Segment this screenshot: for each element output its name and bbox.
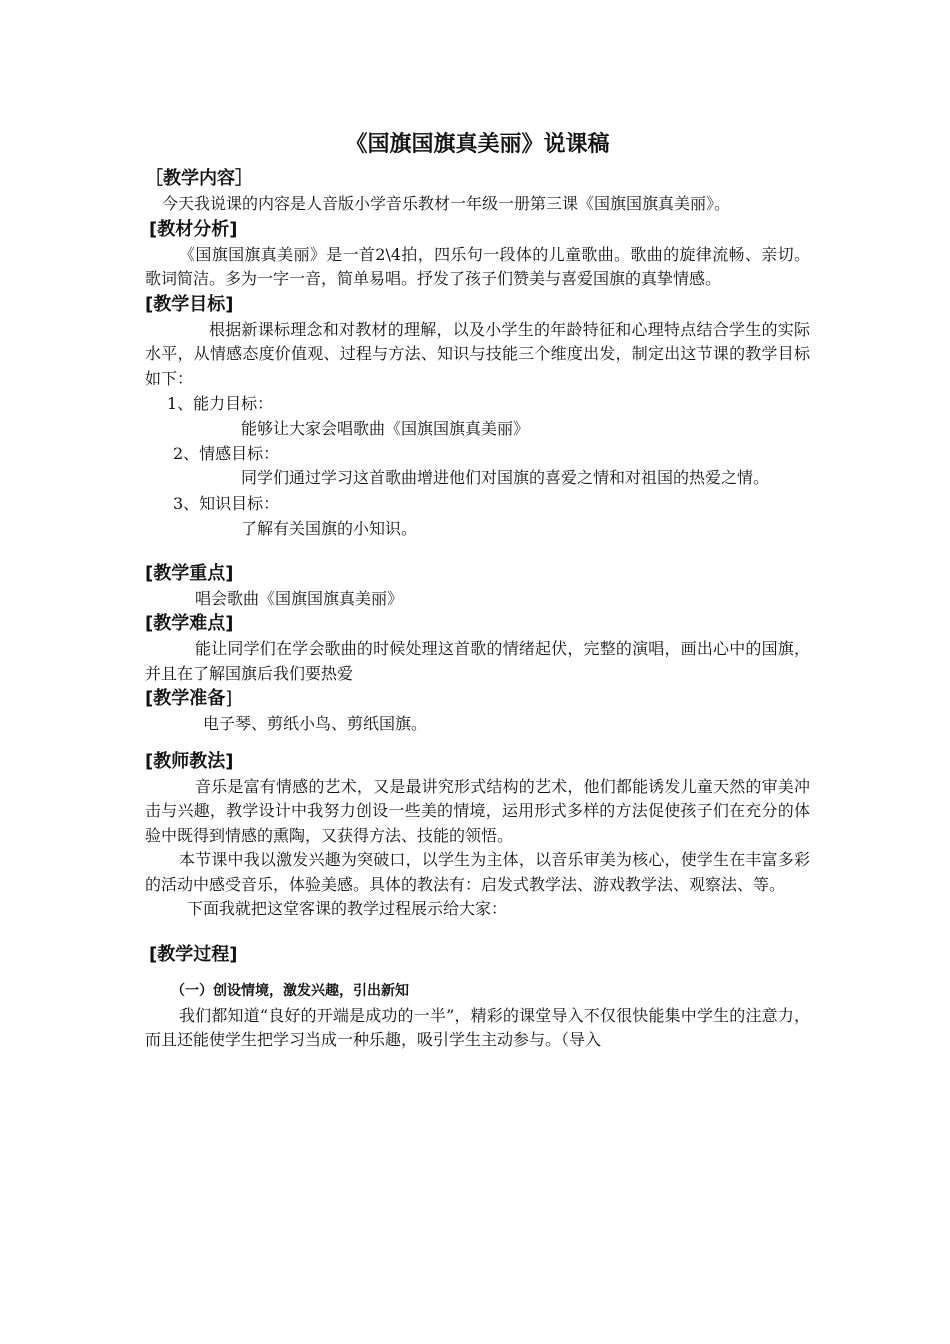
goal-label-emotion: 2、情感目标： xyxy=(173,444,280,463)
heading-material-analysis: [教材分析] xyxy=(149,218,238,240)
heading-preparation-text: [教学准备 xyxy=(145,688,226,709)
heading-difficulty: [教学难点] xyxy=(145,613,234,634)
paragraph-method-2: 本节课中我以激发兴趣为突破口，以学生为主体，以音乐审美为核心，使学生在丰富多彩的活动中感受音乐，体验美感。具体的教法有：启发式教学法、游戏教学法、观察法、等。 xyxy=(145,850,810,894)
heading-teaching-process: [教学过程] xyxy=(149,943,238,965)
paragraph-process-step-1: 我们都知道“良好的开端是成功的一半”，精彩的课堂导入不仅很快能集中学生的注意力，而且还能使学生把学习当成一种乐趣，吸引学生主动参与。（导入 xyxy=(145,1005,810,1049)
goal-text-knowledge: 了解有关国旗的小知识。 xyxy=(241,518,418,538)
heading-key-point: [教学重点] xyxy=(145,562,234,584)
paragraph-teaching-content: 今天我说课的内容是人音版小学音乐教材一年级一册第三课《国旗国旗真美丽》。 xyxy=(162,194,731,213)
heading-teaching-method: [教师教法] xyxy=(145,750,234,772)
paragraph-key-point: 唱会歌曲《国旗国旗真美丽》 xyxy=(195,588,404,608)
paragraph-material-analysis: 《国旗国旗真美丽》是一首2\4拍，四乐句一段体的儿童歌曲。歌曲的旋律流畅、亲切。歌词简洁。多为一字一音，简单易唱。抒发了孩子们赞美与喜爱国旗的真挚情感。 xyxy=(145,244,810,288)
heading-preparation xyxy=(145,686,810,712)
goal-label-knowledge: 3、知识目标： xyxy=(173,493,280,513)
heading-teaching-goals: [教学目标] xyxy=(145,293,234,315)
paragraph-goals-intro: 根据新课标理念和对教材的理解，以及小学生的年龄特征和心理特点结合学生的实际水平，从情感态度价值观、过程与方法、知识与技能三个维度出发，制定出这节课的教学目标如下： xyxy=(145,319,810,388)
goal-text-ability: 能够让大家会唱歌曲《国旗国旗真美丽》 xyxy=(241,419,530,438)
paragraph-method-1: 音乐是富有情感的艺术，又是最讲究形式结构的艺术，他们都能诱发儿童天然的审美冲击与兴趣，教学设计中我努力创设一些美的情境，运用形式多样的方法促使孩子们在充分的体验中既得到情感的熏陶，又获得方法、技能的领悟。 xyxy=(145,776,810,845)
goal-label-ability: 1、能力目标： xyxy=(167,394,274,413)
subheading-process-step-1: （一）创设情境，激发兴趣，引出新知 xyxy=(171,982,409,999)
paragraph-method-3: 下面我就把这堂客课的教学过程展示给大家： xyxy=(187,899,508,918)
heading-preparation-bracket: ] xyxy=(225,688,233,709)
paragraph-preparation: 电子琴、剪纸小鸟、剪纸国旗。 xyxy=(203,714,428,733)
page-title: 《国旗国旗真美丽》说课稿 xyxy=(345,132,610,157)
heading-teaching-content: ［教学内容］ xyxy=(145,168,253,189)
paragraph-difficulty: 能让同学们在学会歌曲的时候处理这首歌的情绪起伏，完整的演唱，画出心中的国旗，并且在了解国旗后我们要热爱 xyxy=(145,639,810,683)
goal-text-emotion: 同学们通过学习这首歌曲增进他们对国旗的喜爱之情和对祖国的热爱之情。 xyxy=(241,468,770,487)
document-body xyxy=(145,130,810,1053)
